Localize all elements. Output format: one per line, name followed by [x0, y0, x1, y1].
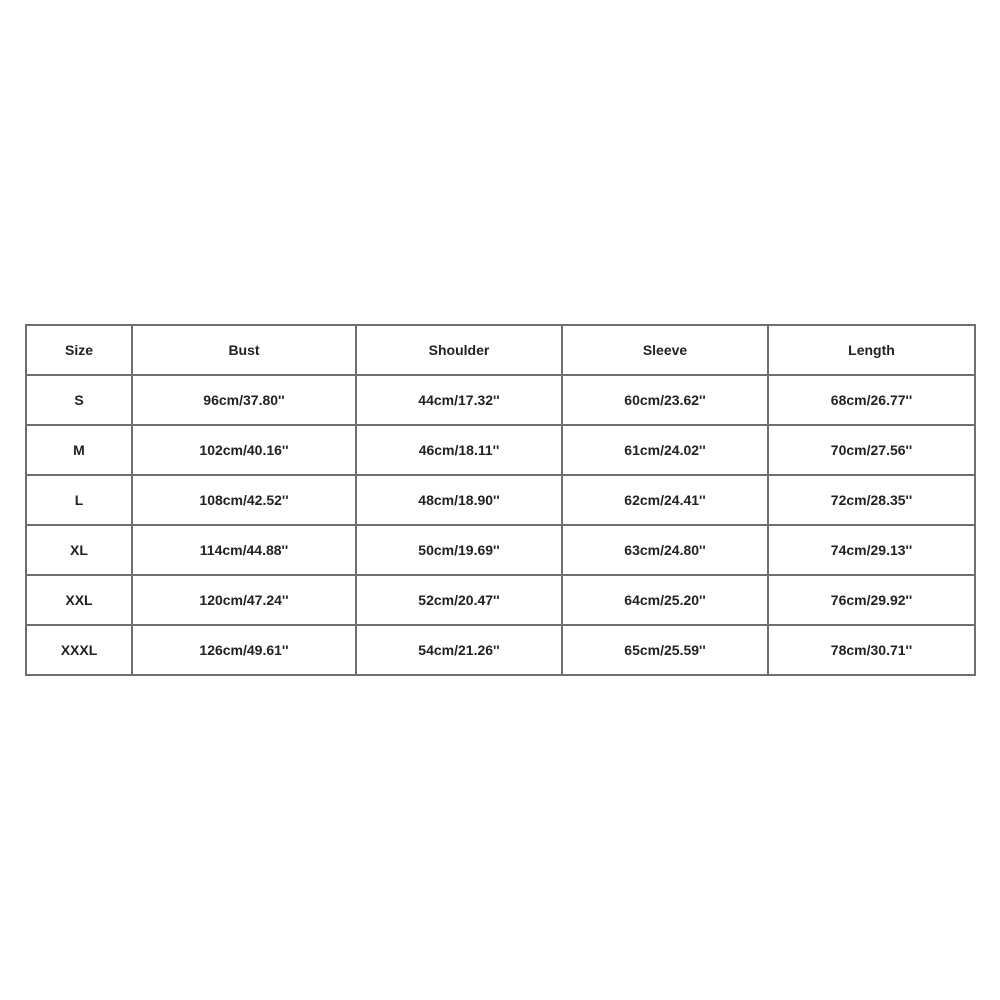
- size-chart-table: [25, 324, 976, 676]
- cell-shoulder: 48cm/18.90'': [356, 475, 562, 525]
- cell-bust: 102cm/40.16'': [132, 425, 356, 475]
- table-header-row: [26, 325, 975, 375]
- cell-sleeve: 61cm/24.02'': [562, 425, 768, 475]
- cell-length: 74cm/29.13'': [768, 525, 975, 575]
- cell-length: 78cm/30.71'': [768, 625, 975, 675]
- cell-length: 72cm/28.35'': [768, 475, 975, 525]
- cell-bust: 126cm/49.61'': [132, 625, 356, 675]
- cell-size: L: [26, 475, 132, 525]
- cell-sleeve: 63cm/24.80'': [562, 525, 768, 575]
- cell-shoulder: 52cm/20.47'': [356, 575, 562, 625]
- cell-bust: 120cm/47.24'': [132, 575, 356, 625]
- cell-bust: 108cm/42.52'': [132, 475, 356, 525]
- cell-size: S: [26, 375, 132, 425]
- cell-sleeve: 64cm/25.20'': [562, 575, 768, 625]
- cell-sleeve: 60cm/23.62'': [562, 375, 768, 425]
- table-row: [26, 425, 975, 475]
- header-size: Size: [26, 325, 132, 375]
- cell-shoulder: 46cm/18.11'': [356, 425, 562, 475]
- header-bust: Bust: [132, 325, 356, 375]
- table-row: [26, 625, 975, 675]
- header-sleeve: Sleeve: [562, 325, 768, 375]
- cell-shoulder: 50cm/19.69'': [356, 525, 562, 575]
- cell-size: XXXL: [26, 625, 132, 675]
- cell-shoulder: 44cm/17.32'': [356, 375, 562, 425]
- cell-bust: 96cm/37.80'': [132, 375, 356, 425]
- cell-length: 68cm/26.77'': [768, 375, 975, 425]
- cell-shoulder: 54cm/21.26'': [356, 625, 562, 675]
- table-row: [26, 375, 975, 425]
- cell-length: 70cm/27.56'': [768, 425, 975, 475]
- cell-length: 76cm/29.92'': [768, 575, 975, 625]
- header-shoulder: Shoulder: [356, 325, 562, 375]
- header-length: Length: [768, 325, 975, 375]
- table-row: [26, 525, 975, 575]
- cell-size: M: [26, 425, 132, 475]
- cell-size: XXL: [26, 575, 132, 625]
- cell-sleeve: 62cm/24.41'': [562, 475, 768, 525]
- cell-size: XL: [26, 525, 132, 575]
- table-row: [26, 575, 975, 625]
- cell-sleeve: 65cm/25.59'': [562, 625, 768, 675]
- table-row: [26, 475, 975, 525]
- cell-bust: 114cm/44.88'': [132, 525, 356, 575]
